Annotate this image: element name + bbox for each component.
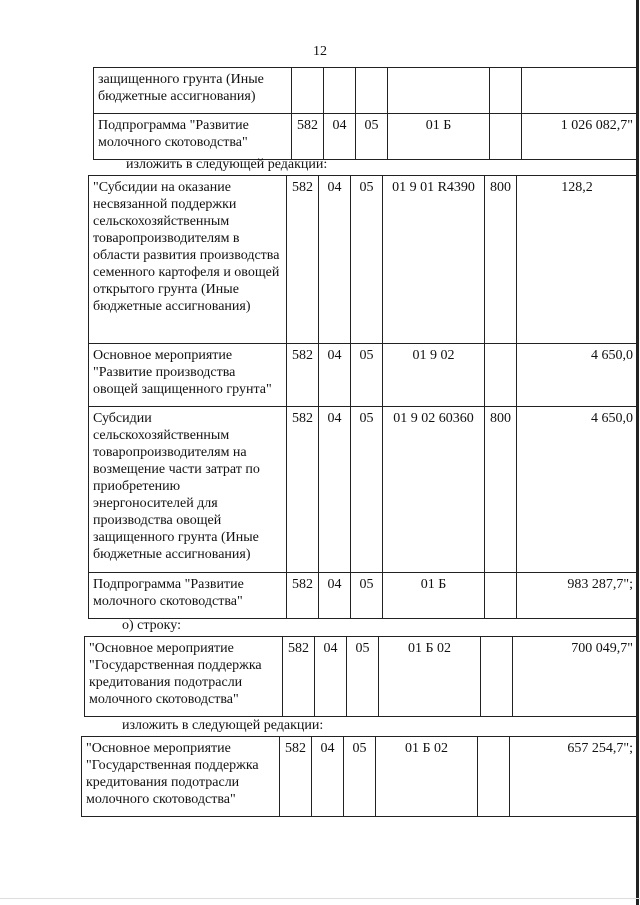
row-rz: 04 [315, 637, 347, 717]
row-grbs: 582 [287, 176, 319, 344]
row-sum: 700 049,7" [513, 637, 638, 717]
table-row [94, 68, 638, 114]
scan-bottom-edge [0, 898, 640, 899]
row-vr: 800 [485, 407, 517, 573]
table-row [89, 344, 638, 407]
row-pr [356, 68, 388, 114]
row-csr [388, 68, 490, 114]
row-name: "Субсидии на оказание несвязанной поддержки сельскохозяйственным товаропроизводителям в области развития производства семенного картофеля и овощей открытого грунта (Иные бюджетные ассигнования) [89, 176, 287, 344]
table-row [89, 573, 638, 619]
row-csr: 01 Б [388, 114, 490, 160]
scan-edge-line [636, 0, 639, 905]
row-grbs: 582 [287, 407, 319, 573]
row-pr: 05 [351, 407, 383, 573]
table-row [82, 737, 638, 817]
row-rz: 04 [319, 573, 351, 619]
row-rz: 04 [319, 344, 351, 407]
instruction-text: изложить в следующей редакции: [126, 157, 328, 172]
table-row [89, 407, 638, 573]
row-vr [490, 68, 522, 114]
row-name: Субсидии сельскохозяйственным товаропроизводителям на возмещение части затрат по приобретению энергоносителей для производства овощей защищенного грунта (Иные бюджетные ассигнования) [89, 407, 287, 573]
instruction-text: о) строку: [122, 618, 181, 633]
row-sum: 1 026 082,7" [522, 114, 638, 160]
table-row [85, 637, 638, 717]
row-name: защищенного грунта (Иные бюджетные ассигнования) [94, 68, 292, 114]
row-grbs: 582 [283, 637, 315, 717]
row-sum: 983 287,7"; [517, 573, 638, 619]
row-csr: 01 9 01 R4390 [383, 176, 485, 344]
page-number: 12 [313, 44, 327, 59]
row-sum [522, 68, 638, 114]
row-vr [481, 637, 513, 717]
row-vr: 800 [485, 176, 517, 344]
budget-table-old [84, 636, 638, 717]
row-name: Основное мероприятие "Развитие производства овощей защищенного грунта" [89, 344, 287, 407]
row-rz: 04 [312, 737, 344, 817]
row-vr [478, 737, 510, 817]
row-rz: 04 [319, 176, 351, 344]
row-sum: 128,2 [517, 176, 638, 344]
row-pr: 05 [356, 114, 388, 160]
row-name: Подпрограмма "Развитие молочного скотоводства" [89, 573, 287, 619]
row-csr: 01 Б [383, 573, 485, 619]
row-sum: 4 650,0 [517, 344, 638, 407]
row-rz: 04 [319, 407, 351, 573]
row-grbs: 582 [292, 114, 324, 160]
row-pr: 05 [351, 344, 383, 407]
row-csr: 01 9 02 60360 [383, 407, 485, 573]
row-rz [324, 68, 356, 114]
budget-table-top [93, 67, 638, 160]
row-pr: 05 [351, 176, 383, 344]
instruction-text: изложить в следующей редакции: [122, 718, 324, 733]
row-sum: 4 650,0 [517, 407, 638, 573]
row-vr [485, 344, 517, 407]
row-sum: 657 254,7"; [510, 737, 638, 817]
row-csr: 01 Б 02 [379, 637, 481, 717]
row-vr [485, 573, 517, 619]
row-pr: 05 [344, 737, 376, 817]
row-name: "Основное мероприятие "Государственная поддержка кредитования подотрасли молочного скотоводства" [82, 737, 280, 817]
table-row [89, 176, 638, 344]
row-grbs: 582 [287, 573, 319, 619]
row-csr: 01 9 02 [383, 344, 485, 407]
row-grbs: 582 [287, 344, 319, 407]
table-row [94, 114, 638, 160]
row-rz: 04 [324, 114, 356, 160]
row-csr: 01 Б 02 [376, 737, 478, 817]
row-grbs [292, 68, 324, 114]
budget-table-final [81, 736, 638, 817]
row-name: "Основное мероприятие "Государственная поддержка кредитования подотрасли молочного скотоводства" [85, 637, 283, 717]
row-name: Подпрограмма "Развитие молочного скотоводства" [94, 114, 292, 160]
row-pr: 05 [351, 573, 383, 619]
row-vr [490, 114, 522, 160]
budget-table-new [88, 175, 638, 619]
row-grbs: 582 [280, 737, 312, 817]
row-pr: 05 [347, 637, 379, 717]
